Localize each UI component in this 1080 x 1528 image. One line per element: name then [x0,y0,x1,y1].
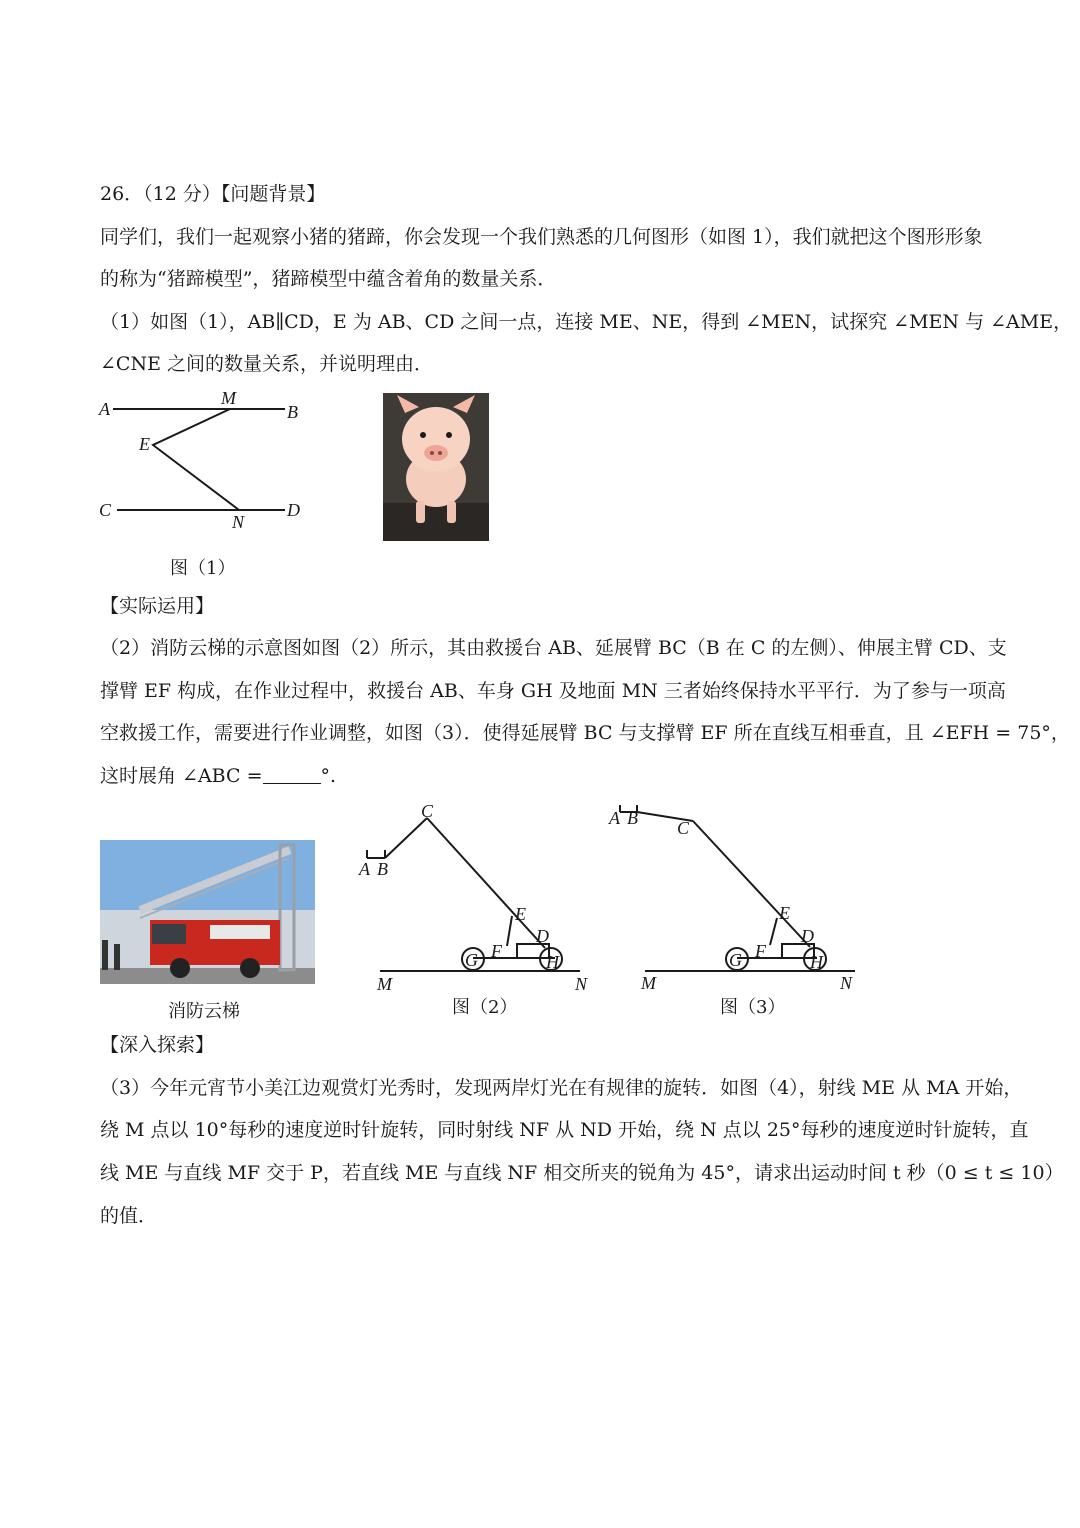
part3-line-1: （3）今年元宵节小美江边观赏灯光秀时，发现两岸灯光在有规律的旋转．如图（4），射线 ME 从 MA 开始， [100,1077,1023,1099]
fig3-label-e: E [779,903,790,923]
label-a: A [99,399,110,419]
section-practical: 【实际运用】 [100,595,215,617]
section-explore: 【深入探索】 [100,1034,215,1056]
part2-line-4 [100,764,1000,788]
fig2-label-m: M [377,974,392,994]
part2-line-4-prefix: 这时展角 ∠ABC = [100,765,263,787]
figure-2-caption: 图（2） [452,997,518,1018]
photo-caption: 消防云梯 [168,1001,240,1022]
answer-blank[interactable] [263,765,321,784]
part3-line-3: 线 ME 与直线 MF 交于 P，若直线 ME 与直线 NF 相交所夹的锐角为 45°，请求出运动时间 t 秒（0 ≤ t ≤ 10） [100,1162,1064,1184]
figure-2-diagram [355,798,605,998]
fig2-label-h: H [546,952,559,972]
arm-cd [427,818,545,948]
fig2-label-b: B [377,859,388,879]
figure-1-caption: 图（1） [170,558,236,579]
fig2-label-n: N [575,974,588,994]
label-d: D [287,500,300,520]
label-n: N [232,512,245,532]
part2-line-4-suffix: °. [320,765,337,787]
part3-line-2: 绕 M 点以 10°每秒的速度逆时针旋转，同时射线 NF 从 ND 开始，绕 N 点以 25°每秒的速度逆时针旋转，直 [100,1119,1029,1141]
fig3-label-b: B [627,808,638,828]
fig3-label-g: G [729,950,742,970]
fig3-label-n: N [840,973,853,993]
fig2-label-f: F [491,941,502,961]
fig3-label-d: D [801,926,814,946]
figure-1-diagram [95,385,315,535]
label-m: M [221,388,236,408]
arm-ef [507,916,512,946]
figure-3-diagram [605,795,865,1000]
fig2-label-d: D [536,926,549,946]
fig3-label-f: F [755,941,766,961]
fig2-label-e: E [515,904,526,924]
arm-ef [770,918,777,945]
fig3-label-c: C [677,818,690,838]
arm-bc [385,818,427,858]
label-c: C [99,500,112,520]
part1-line-1: （1）如图（1），AB∥CD，E 为 AB、CD 之间一点，连接 ME、NE，得到 ∠MEN，试探究 ∠MEN 与 ∠AME， [100,311,1073,333]
fig3-label-m: M [641,973,656,993]
label-e: E [139,434,150,454]
fig3-label-h: H [810,952,823,972]
fire-truck-photo [100,840,315,984]
figure-3-caption: 图（3） [720,997,786,1018]
fig2-label-a: A [359,859,370,879]
part2-line-3: 空救援工作，需要进行作业调整，如图（3）．使得延展臂 BC 与支撑臂 EF 所在直线互相垂直，且 ∠EFH = 75°， [100,722,1070,744]
arm-cd [693,821,810,947]
part1-line-2: ∠CNE 之间的数量关系，并说明理由． [100,353,433,375]
part2-line-1: （2）消防云梯的示意图如图（2）所示，其由救援台 AB、延展臂 BC（B 在 C 的左侧）、伸展主臂 CD、支 [100,637,1007,659]
fig2-label-g: G [465,950,478,970]
label-b: B [287,402,298,422]
intro-line-2: 的称为“猪蹄模型”，猪蹄模型中蕴含着角的数量关系． [100,268,557,290]
part3-line-4: 的值． [100,1205,158,1227]
part2-line-2: 撑臂 EF 构成，在作业过程中，救援台 AB、车身 GH 及地面 MN 三者始终保持水平平行．为了参与一项高 [100,680,1006,702]
fig3-label-a: A [609,808,620,828]
question-header: 26．（12 分）【问题背景】 [100,183,326,205]
pig-photo [383,393,489,541]
line-men [153,409,239,510]
intro-line-1: 同学们，我们一起观察小猪的猪蹄，你会发现一个我们熟悉的几何图形（如图 1），我们就把这个图形形象 [100,226,983,248]
fig2-label-c: C [421,801,434,821]
